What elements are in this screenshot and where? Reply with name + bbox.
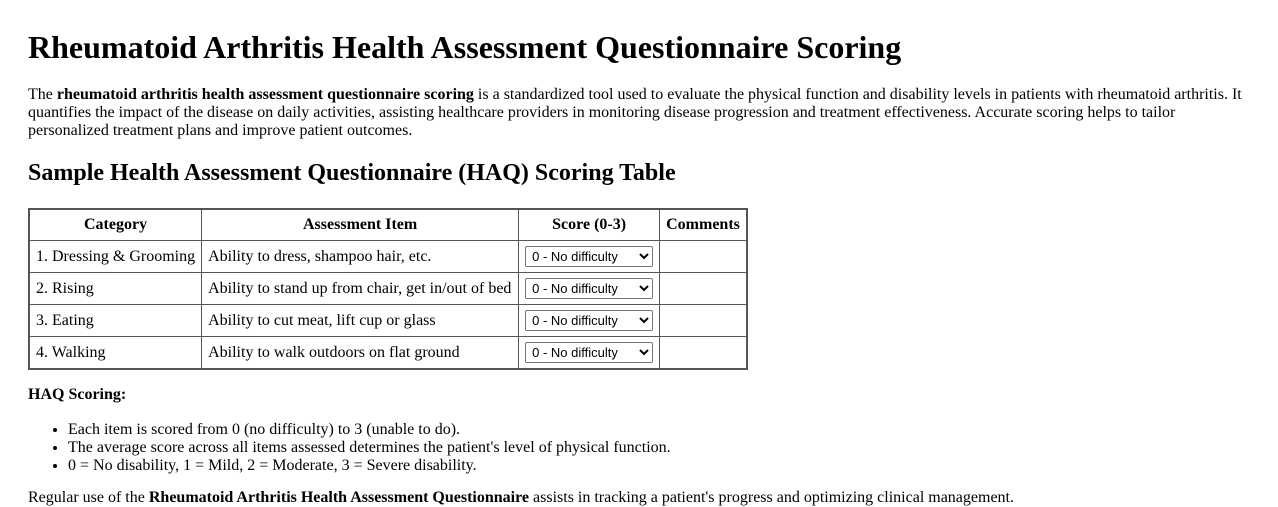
closing-bold: Rheumatoid Arthritis Health Assessment Questionnaire — [148, 489, 530, 506]
list-item: • The average score across all items assessed determines the patient's level of physical function. — [68, 439, 1250, 457]
score-cell — [519, 241, 660, 273]
header-assessment-item: Assessment Item — [202, 209, 519, 241]
closing-suffix: assists in tracking a patient's progress and optimizing clinical management. — [529, 489, 1014, 506]
page-title: Rheumatoid Arthritis Health Assessment Questionnaire Scoring — [28, 29, 902, 65]
comments-cell — [660, 337, 747, 370]
comments-cell — [660, 241, 747, 273]
item-cell: Ability to stand up from chair, get in/out of bed — [202, 273, 519, 305]
score-select[interactable] — [525, 278, 653, 299]
table-row — [29, 241, 747, 273]
category-cell: 1. Dressing & Grooming — [29, 241, 202, 273]
comments-cell — [660, 273, 747, 305]
item-cell: Ability to cut meat, lift cup or glass — [202, 305, 519, 337]
intro-paragraph — [28, 86, 1250, 140]
score-select[interactable] — [525, 342, 653, 363]
item-cell: Ability to dress, shampoo hair, etc. — [202, 241, 519, 273]
table-row — [29, 337, 747, 370]
list-item: • 0 = No disability, 1 = Mild, 2 = Moderate, 3 = Severe disability. — [68, 457, 1250, 475]
table-row — [29, 273, 747, 305]
haq-scoring-heading: HAQ Scoring: — [28, 386, 127, 403]
intro-prefix: The — [28, 86, 57, 103]
table-heading: Sample Health Assessment Questionnaire (HAQ) Scoring Table — [28, 160, 676, 186]
score-cell — [519, 305, 660, 337]
score-select[interactable] — [525, 310, 653, 331]
comments-cell — [660, 305, 747, 337]
haq-table — [28, 208, 748, 370]
closing-prefix: Regular use of the — [28, 489, 149, 506]
category-cell: 3. Eating — [29, 305, 202, 337]
item-cell: Ability to walk outdoors on flat ground — [202, 337, 519, 370]
intro-bold: rheumatoid arthritis health assessment questionnaire scoring — [56, 86, 474, 103]
table-header-row — [29, 209, 747, 241]
header-category: Category — [29, 209, 202, 241]
header-score: Score (0-3) — [519, 209, 660, 241]
score-cell — [519, 273, 660, 305]
closing-paragraph — [28, 489, 1250, 507]
category-cell: 4. Walking — [29, 337, 202, 370]
score-select[interactable] — [525, 246, 653, 267]
category-cell: 2. Rising — [29, 273, 202, 305]
intro-suffix: is a standardized tool used to evaluate the physical function and disability levels in patients with rheumatoid arthritis. It quantifies the impact of the disease on daily activities, assisting healthcare providers in monitoring disease progression and treatment effectiveness. Accurate scoring helps to tailor personalized treatment plans and improve patient outcomes. — [28, 86, 1242, 139]
header-comments: Comments — [660, 209, 747, 241]
list-item: • Each item is scored from 0 (no difficulty) to 3 (unable to do). — [68, 421, 1250, 439]
scoring-list — [28, 421, 1250, 475]
score-cell — [519, 337, 660, 370]
table-row — [29, 305, 747, 337]
